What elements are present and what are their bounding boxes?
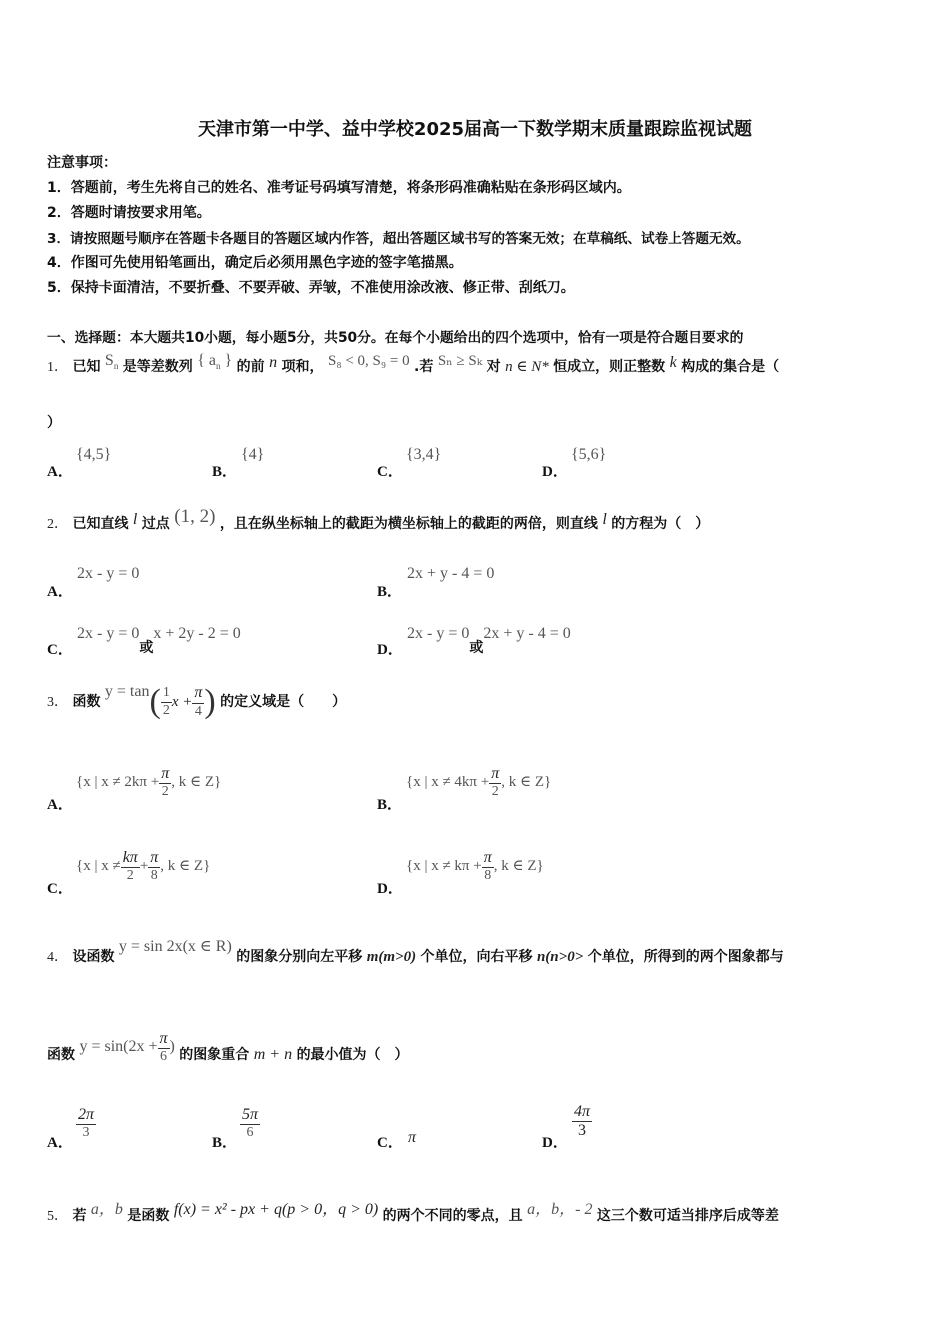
notice-heading: 注意事项： — [47, 155, 117, 171]
option-label: B． — [377, 797, 403, 813]
q4-math: n(n>0> — [536, 949, 584, 965]
q4-text: 函数 — [47, 1047, 75, 1064]
q4-math: y = sin(2x + $\frac{\pi}{6}$ ) — [79, 1030, 175, 1065]
q5-text: 的两个不同的零点，且 — [382, 1208, 523, 1224]
option-label: D． — [542, 464, 568, 480]
q1-text: 已知 — [72, 359, 101, 375]
notice-item: 3．请按照题号顺序在答题卡各题目的答题区域内作答，超出答题区域书写的答案无效；在草稿纸、试卷上答题无效。 — [47, 231, 750, 247]
q5-math: f(x) = x² - px + q(p > 0，q > 0) — [173, 1201, 379, 1218]
q4-math: y = sin 2x(x ∈ R) — [118, 938, 232, 955]
q4-text: 的最小值为（ ） — [296, 1047, 409, 1064]
q1-math: Sₙ ≥ Sₖ — [437, 353, 483, 369]
question-2 — [47, 506, 710, 534]
question-number: 1． — [47, 360, 68, 375]
q1-close-paren: ） — [47, 415, 61, 431]
q2-text: 的方程为（ ） — [611, 516, 710, 532]
option-label: B． — [212, 464, 238, 480]
option-value: {x | x ≠ 2kπ + $\frac{\pi}{2}$ , k ∈ Z} — [76, 765, 222, 800]
q2-text: 已知直线 — [72, 516, 129, 532]
question-number: 5． — [47, 1209, 68, 1224]
q3-text: 的定义域是（ ） — [220, 694, 347, 710]
option-label: B． — [377, 584, 403, 600]
question-5 — [47, 1196, 779, 1224]
section-heading: 一、选择题：本大题共10小题，每小题5分，共50分。在每个小题给出的四个选项中，恰有一项是符合题目要求的 — [47, 330, 744, 346]
q1-text: .若 — [414, 359, 434, 375]
option-value: {5,6} — [571, 446, 607, 463]
option-label: D． — [377, 881, 403, 897]
question-1 — [47, 352, 780, 377]
question-3: 3． 函数 y = tan( $\frac{1}{2}$ x + $\frac{\pi}{4}$ ) 的定义域是（ ） — [47, 683, 347, 720]
q1-math: n — [269, 354, 278, 371]
q5-math: a，b — [90, 1201, 123, 1218]
notice-item: 5．保持卡面清洁，不要折叠、不要弄破、弄皱，不准使用涂改液、修正带、刮纸刀。 — [47, 280, 575, 296]
q5-text: 若 — [72, 1208, 87, 1224]
q1-text: 项和， — [281, 359, 324, 375]
option-label: C． — [377, 1135, 403, 1151]
option-value: 2x + y - 4 = 0 — [407, 565, 495, 582]
question-number: 2． — [47, 517, 68, 532]
q1-math: S₈ < 0, S₉ = 0 — [328, 353, 410, 369]
option-label: A． — [47, 584, 73, 600]
option-value: 2x - y = 0 — [77, 565, 140, 582]
q1-text: 是等差数列 — [122, 359, 193, 375]
option-value: $\frac{2\pi}{3}$ — [78, 1106, 95, 1141]
q1-text: 恒成立，则正整数 — [553, 359, 666, 375]
q5-text: 这三个数可适当排序后成等差 — [596, 1208, 779, 1224]
option-value: {4} — [241, 446, 265, 463]
page-title: 天津市第一中学、益中学校2025届高一下数学期末质量跟踪监视试题 — [197, 119, 753, 140]
q3-text: 函数 — [72, 694, 101, 710]
option-value: {3,4} — [406, 446, 442, 463]
option-value: {x | x ≠ $\frac{k\pi}{2}$ + $\frac{\pi}{8}$ , k ∈ Z} — [76, 849, 211, 884]
option-label: A． — [47, 797, 73, 813]
q1-math: { $a_n$ } — [197, 352, 233, 372]
option-label: D． — [542, 1135, 568, 1151]
option-value: $\frac{5\pi}{6}$ — [242, 1106, 259, 1141]
question-number: 4． — [47, 950, 68, 965]
q5-text: 是函数 — [127, 1208, 170, 1224]
option-value: {4,5} — [76, 446, 112, 463]
q2-math: (1, 2) — [174, 506, 216, 527]
option-value: 2x - y = 0或2x + y - 4 = 0 — [407, 625, 571, 656]
q2-math: l — [602, 511, 607, 528]
question-4 — [47, 938, 784, 966]
q5-math: a，b，- 2 — [527, 1201, 593, 1218]
q4-text: 设函数 — [72, 949, 115, 965]
notice-item: 4．作图可先使用铅笔画出，确定后必须用黑色字迹的签字笔描黑。 — [47, 255, 463, 271]
q1-math: $S_n$ — [104, 352, 119, 372]
q4-text: 的图象重合 — [179, 1047, 250, 1064]
q3-math: y = tan — [104, 683, 150, 700]
option-value: {x | x ≠ 4kπ + $\frac{\pi}{2}$ , k ∈ Z} — [406, 765, 552, 800]
option-label: C． — [47, 642, 73, 658]
q4-math: m(m>0) — [366, 949, 417, 965]
q1-math: k — [669, 354, 677, 371]
option-value: $\frac{4\pi}{3}$ — [574, 1103, 591, 1140]
notice-item: 1．答题前，考生先将自己的姓名、准考证号码填写清楚，将条形码准确粘贴在条形码区域内。 — [47, 180, 631, 196]
q4-math: m + n — [253, 1046, 293, 1064]
option-label: C． — [47, 881, 73, 897]
q4-text: 个单位，所得到的两个图象都与 — [587, 949, 784, 965]
option-value: 2x - y = 0或x + 2y - 2 = 0 — [77, 625, 241, 656]
option-label: A． — [47, 464, 73, 480]
q1-text: 的前 — [236, 359, 265, 375]
q2-math: l — [132, 511, 138, 528]
option-label: B． — [212, 1135, 238, 1151]
option-label: A． — [47, 1135, 73, 1151]
option-label: C． — [377, 464, 403, 480]
option-value: π — [408, 1129, 417, 1146]
option-label: D． — [377, 642, 403, 658]
q1-text: 对 — [486, 359, 501, 375]
question-number: 3． — [47, 695, 68, 710]
q4-text: 的图象分别向左平移 — [236, 949, 363, 965]
notice-item: 2．答题时请按要求用笔。 — [47, 205, 211, 221]
q1-text: 构成的集合是（ — [681, 359, 780, 375]
option-value: {x | x ≠ kπ + $\frac{\pi}{8}$ , k ∈ Z} — [406, 849, 544, 884]
question-4-cont — [47, 1030, 409, 1065]
q2-text: 过点 — [141, 516, 170, 532]
q4-text: 个单位，向右平移 — [420, 949, 533, 965]
q2-text: ，且在纵坐标轴上的截距为横坐标轴上的截距的两倍，则直线 — [219, 516, 598, 532]
q1-math: n ∈ N* — [505, 359, 549, 375]
